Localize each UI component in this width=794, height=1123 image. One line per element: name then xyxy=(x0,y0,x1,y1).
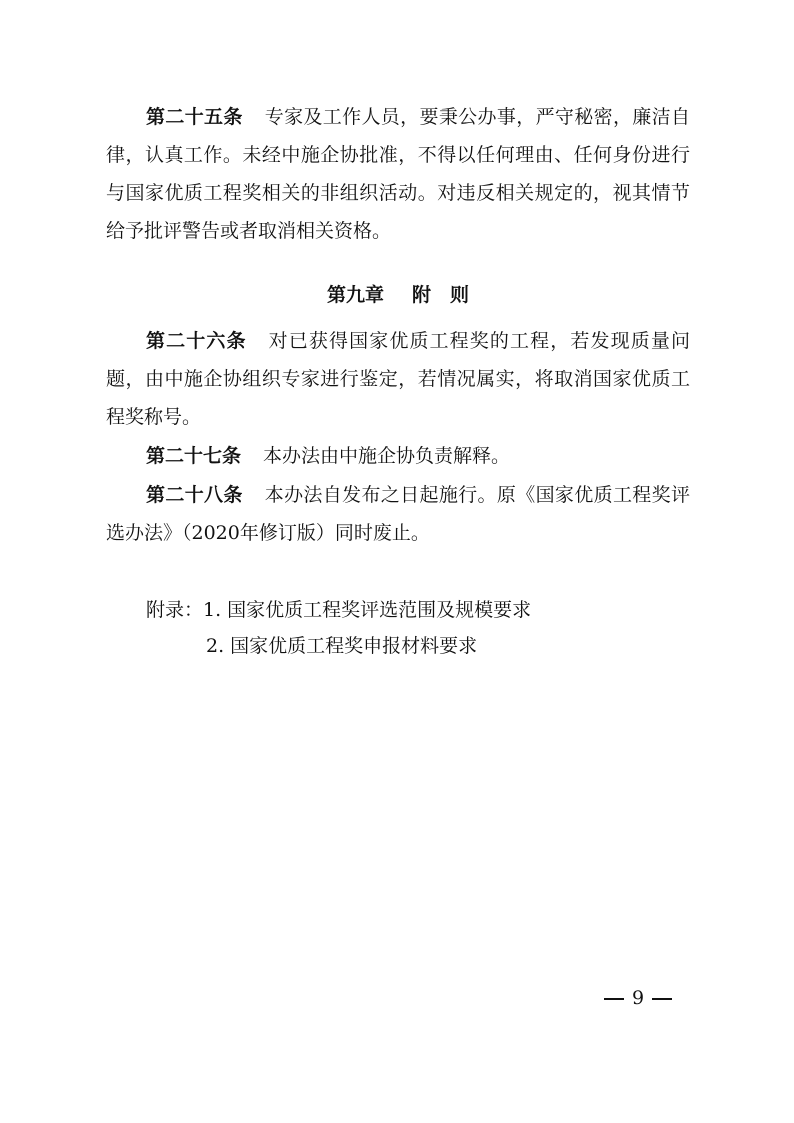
article-number: 第二十八条 xyxy=(146,484,243,506)
appendix-item: 1. 国家优质工程奖评选范围及规模要求 xyxy=(203,599,532,621)
article-27 xyxy=(106,437,690,475)
page-number xyxy=(604,983,672,1013)
appendix-row-1 xyxy=(146,592,531,628)
chapter-number: 第九章 xyxy=(326,284,384,306)
article-number: 第二十七条 xyxy=(146,445,242,467)
chapter-heading xyxy=(106,276,690,314)
dash-left xyxy=(604,998,624,1000)
article-text: 专家及工作人员，要秉公办事，严守秘密，廉洁自律，认真工作。未经中施企协批准，不得以任何理由、任何身份进行与国家优质工程奖相关的非组织活动。对违反相关规定的，视其情节给予批评警告或者取消相关资格。 xyxy=(106,106,690,242)
article-text: 本办法由中施企协负责解释。 xyxy=(263,445,511,467)
appendix-item: 2. 国家优质工程奖申报材料要求 xyxy=(206,635,478,657)
article-25 xyxy=(106,98,690,250)
article-text: 本办法自发布之日起施行。原《国家优质工程奖评选办法》（2020年修订版）同时废止。 xyxy=(106,484,690,544)
appendix xyxy=(146,592,531,664)
article-28 xyxy=(106,476,690,552)
appendix-label: 附录： xyxy=(146,599,204,621)
article-number: 第二十五条 xyxy=(146,106,243,128)
article-text: 对已获得国家优质工程奖的工程，若发现质量问题，由中施企协组织专家进行鉴定，若情况属实，将取消国家优质工程奖称号。 xyxy=(106,330,690,428)
dash-right xyxy=(652,998,672,1000)
page-number-value: 9 xyxy=(632,987,645,1009)
article-26 xyxy=(106,322,690,436)
appendix-row-2 xyxy=(146,628,531,664)
chapter-title: 附 则 xyxy=(412,284,470,306)
article-number: 第二十六条 xyxy=(146,330,247,352)
